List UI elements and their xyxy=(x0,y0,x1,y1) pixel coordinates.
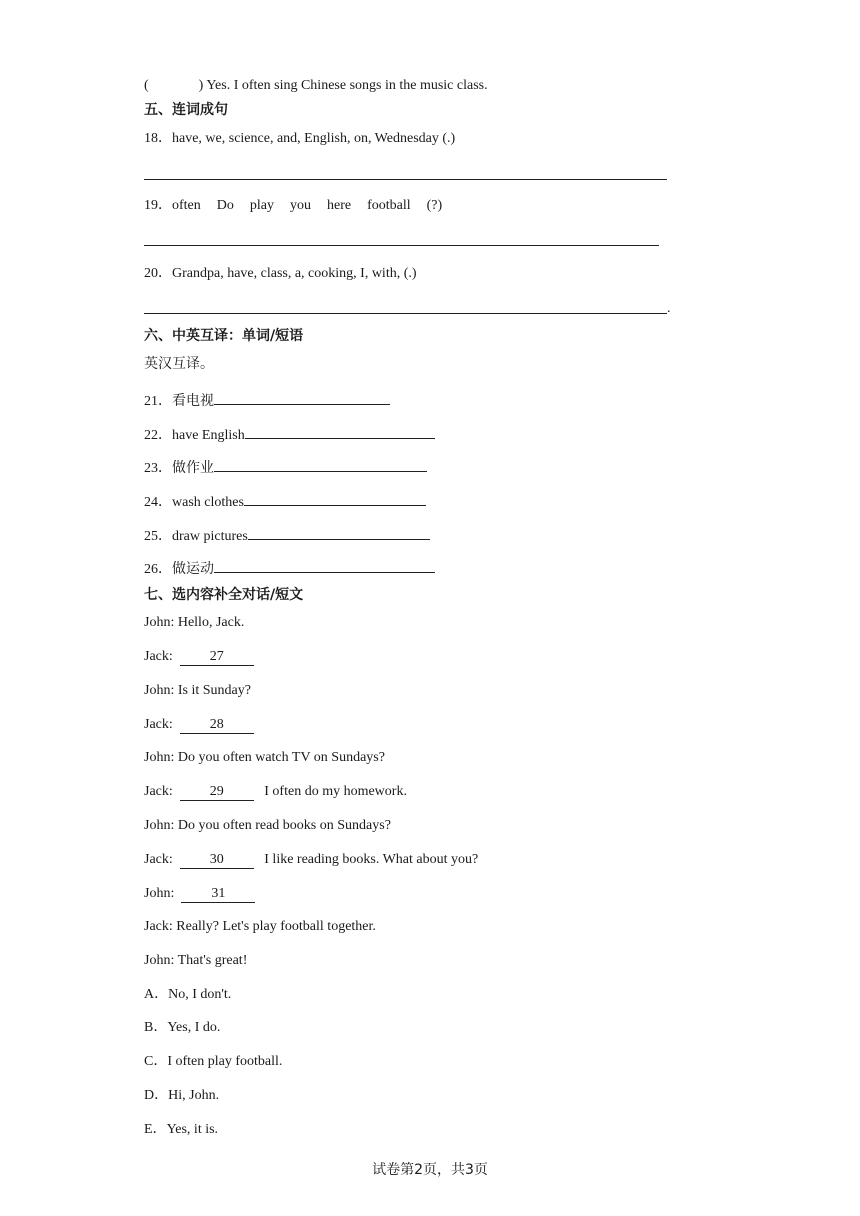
translation-item-23 xyxy=(144,456,427,478)
word: often xyxy=(172,198,201,213)
question-number: 21． xyxy=(144,394,172,409)
question-number: 19． xyxy=(144,198,172,213)
answer-line-19[interactable] xyxy=(144,245,659,246)
dialogue-line xyxy=(144,885,255,903)
question-text: have, we, science, and, English, on, Wednesday (.) xyxy=(172,131,456,146)
section-7-heading: 七、选内容补全对话/短文 xyxy=(144,587,304,603)
answer-line-20[interactable] xyxy=(144,313,667,314)
item-text: have English xyxy=(172,428,245,443)
dialogue-line xyxy=(144,851,478,869)
dialogue-text: That's great! xyxy=(177,953,248,968)
answer-blank-28[interactable]: 28 xyxy=(180,717,254,734)
speaker: John: xyxy=(144,750,175,765)
dialogue-text: Really? Let's play football together. xyxy=(176,919,376,934)
question-number: 23． xyxy=(144,461,172,476)
speaker: John: xyxy=(144,818,175,833)
dialogue-text: I often do my homework. xyxy=(264,784,407,799)
dialogue-text: Is it Sunday? xyxy=(177,683,251,698)
word: football xyxy=(367,198,411,213)
answer-blank-31[interactable]: 31 xyxy=(181,886,255,903)
speaker: John: xyxy=(144,615,175,630)
answer-line-18[interactable] xyxy=(144,179,667,180)
translation-item-21 xyxy=(144,389,390,411)
speaker: John: xyxy=(144,953,175,968)
option-letter: D． xyxy=(144,1088,169,1103)
item-text: draw pictures xyxy=(172,529,248,544)
section-6-heading: 六、中英互译：单词/短语 xyxy=(144,328,304,344)
option-letter: E． xyxy=(144,1122,167,1137)
question-number: 26． xyxy=(144,562,172,577)
word: (?) xyxy=(426,198,443,213)
option-letter: A． xyxy=(144,987,169,1002)
word: Do xyxy=(216,198,234,213)
answer-blank[interactable] xyxy=(245,423,435,439)
page-footer: 试卷第2页，共3页 xyxy=(372,1162,488,1178)
paren-close: ) xyxy=(198,78,204,93)
answer-blank[interactable] xyxy=(214,389,390,405)
dialogue-text: Do you often read books on Sundays? xyxy=(177,818,391,833)
question-20 xyxy=(144,265,417,283)
speaker: John: xyxy=(144,683,175,698)
speaker: Jack: xyxy=(144,717,173,732)
dialogue-line xyxy=(144,783,407,801)
question-number: 22． xyxy=(144,428,172,443)
answer-blank[interactable] xyxy=(248,524,430,540)
answer-blank-30[interactable]: 30 xyxy=(180,852,254,869)
option-text: Yes, it is. xyxy=(166,1122,219,1137)
answer-paren-space[interactable] xyxy=(149,74,199,89)
question-text: Grandpa, have, class, a, cooking, I, with, (.) xyxy=(172,266,417,281)
dialogue-line xyxy=(144,716,254,734)
option-a xyxy=(144,986,231,1004)
question-18 xyxy=(144,130,455,148)
translation-item-24 xyxy=(144,490,426,512)
dialogue-option-text: Yes. I often sing Chinese songs in the music class. xyxy=(206,78,488,93)
question-19 xyxy=(144,197,458,215)
word: here xyxy=(327,198,352,213)
answer-blank-29[interactable]: 29 xyxy=(180,784,254,801)
option-d xyxy=(144,1087,219,1105)
option-c xyxy=(144,1053,282,1071)
option-text: Hi, John. xyxy=(168,1088,220,1103)
speaker: Jack: xyxy=(144,784,173,799)
speaker: Jack: xyxy=(144,649,173,664)
option-text: Yes, I do. xyxy=(167,1020,221,1035)
dialogue-line xyxy=(144,648,254,666)
dialogue-text: Do you often watch TV on Sundays? xyxy=(177,750,385,765)
word: play xyxy=(249,198,274,213)
word: you xyxy=(290,198,311,213)
translation-item-25 xyxy=(144,524,430,546)
answer-blank[interactable] xyxy=(214,557,435,573)
item-text: 做作业 xyxy=(172,460,214,476)
item-text: 做运动 xyxy=(172,561,214,577)
speaker: John: xyxy=(144,886,175,901)
trailing-period: . xyxy=(667,301,671,316)
translation-item-22 xyxy=(144,423,435,445)
dialogue-text: I like reading books. What about you? xyxy=(264,852,479,867)
speaker: Jack: xyxy=(144,852,173,867)
dialogue-line xyxy=(144,952,247,970)
answer-blank[interactable] xyxy=(214,456,427,472)
item-text: wash clothes xyxy=(172,495,244,510)
answer-blank-27[interactable]: 27 xyxy=(180,649,254,666)
dialogue-line xyxy=(144,682,251,700)
dialogue-line xyxy=(144,749,385,767)
option-b xyxy=(144,1019,220,1037)
option-letter: B． xyxy=(144,1020,168,1035)
dialogue-text: Hello, Jack. xyxy=(177,615,245,630)
section-5-heading: 五、连词成句 xyxy=(144,102,228,118)
speaker: Jack: xyxy=(144,919,173,934)
option-e xyxy=(144,1121,218,1139)
translation-item-26 xyxy=(144,557,435,579)
dialogue-line xyxy=(144,817,391,835)
answer-blank[interactable] xyxy=(244,490,426,506)
option-text: I often play football. xyxy=(167,1054,283,1069)
question-number: 18． xyxy=(144,131,172,146)
option-letter: C． xyxy=(144,1054,168,1069)
paren-open: ( xyxy=(144,78,149,93)
section-6-instruction: 英汉互译。 xyxy=(144,356,214,372)
dialogue-line xyxy=(144,614,244,632)
question-number: 20． xyxy=(144,266,172,281)
dialogue-line xyxy=(144,918,376,936)
question-number: 25． xyxy=(144,529,172,544)
option-text: No, I don't. xyxy=(168,987,232,1002)
item-text: 看电视 xyxy=(172,393,214,409)
question-number: 24． xyxy=(144,495,172,510)
question-17-answer-line xyxy=(144,74,488,95)
